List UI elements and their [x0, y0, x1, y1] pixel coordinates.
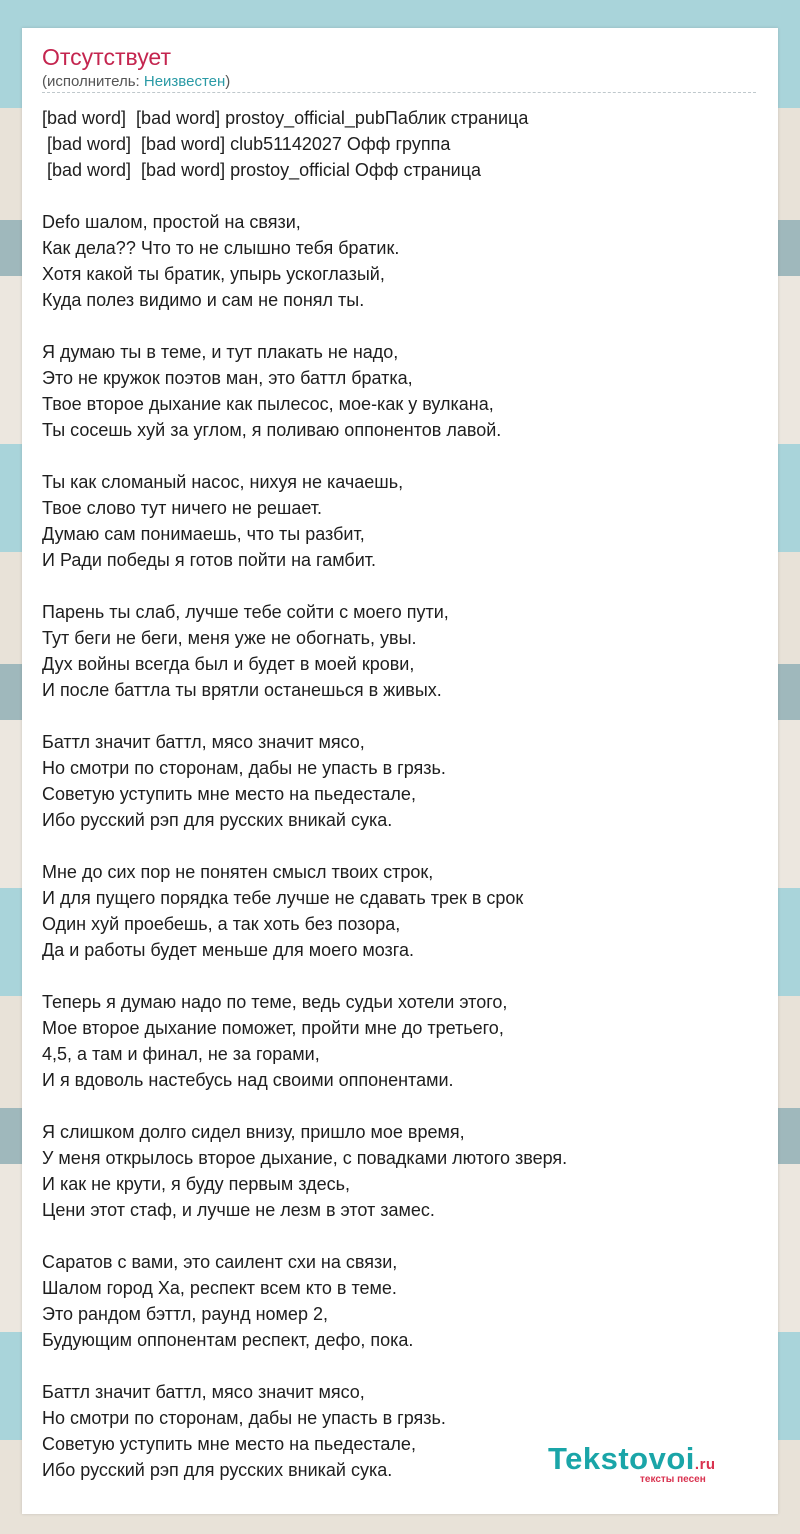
lyrics-line: Цени этот стаф, и лучше не лезм в этот замес.: [42, 1200, 435, 1220]
song-title: Отсутствует: [42, 44, 171, 70]
lyrics-line: Это не кружок поэтов ман, это баттл братка,: [42, 368, 413, 388]
lyrics-line: И Ради победы я готов пойти на гамбит.: [42, 550, 377, 570]
lyrics-line: Один хуй проебешь, а так хоть без позора,: [42, 914, 401, 934]
title-divider: [42, 92, 756, 93]
lyrics-stanza: [42, 729, 752, 833]
artist-line: [42, 72, 230, 92]
lyrics-card: [22, 28, 778, 1514]
lyrics-line: Хотя какой ты братик, упырь ускоглазый,: [42, 264, 385, 284]
lyrics-line: И для пущего порядка тебе лучше не сдавать трек в срок: [42, 888, 524, 908]
lyrics-line: И как не крути, я буду первым здесь,: [42, 1174, 350, 1194]
lyrics-line: Дух войны всегда был и будет в моей крови,: [42, 654, 415, 674]
lyrics-stanza: [42, 599, 752, 703]
lyrics-line: Советую уступить мне место на пьедестале,: [42, 784, 416, 804]
lyrics-line: Парень ты слаб, лучше тебе сойти с моего пути,: [42, 602, 449, 622]
lyrics-line: И я вдоволь настебусь над своими оппонентами.: [42, 1070, 454, 1090]
lyrics-line: Как дела?? Что то не слышно тебя братик.: [42, 238, 400, 258]
lyrics-stanza: [42, 105, 752, 183]
lyrics-stanza: [42, 1249, 752, 1353]
lyrics-line: Ты сосешь хуй за углом, я поливаю оппонентов лавой.: [42, 420, 502, 440]
lyrics-line: Да и работы будет меньше для моего мозга.: [42, 940, 414, 960]
lyrics-line: Саратов с вами, это саилент схи на связи,: [42, 1252, 398, 1272]
lyrics-line: Я слишком долго сидел внизу, пришло мое время,: [42, 1122, 465, 1142]
lyrics-stanza: [42, 469, 752, 573]
lyrics-line: Куда полез видимо и сам не понял ты.: [42, 290, 365, 310]
lyrics-line: [bad word] [bad word] prostoy_official_pubПаблик страница: [42, 108, 529, 128]
lyrics-line: Твое слово тут ничего не решает.: [42, 498, 323, 518]
lyrics-line: Defo шалом, простой на связи,: [42, 212, 301, 232]
lyrics-line: 4,5, а там и финал, не за горами,: [42, 1044, 320, 1064]
lyrics-line: Твое второе дыхание как пылесос, мое-как у вулкана,: [42, 394, 494, 414]
lyrics-line: Советую уступить мне место на пьедестале,: [42, 1434, 416, 1454]
lyrics-line: Думаю сам понимаешь, что ты разбит,: [42, 524, 365, 544]
lyrics-line: Шалом город Ха, респект всем кто в теме.: [42, 1278, 397, 1298]
lyrics-line: Будующим оппонентам респект, дефо, пока.: [42, 1330, 414, 1350]
lyrics-text: [42, 105, 752, 1483]
lyrics-line: Мое второе дыхание поможет, пройти мне до третьего,: [42, 1018, 504, 1038]
lyrics-line: Тут беги не беги, меня уже не обогнать, увы.: [42, 628, 417, 648]
lyrics-line: У меня открылось второе дыхание, с повадками лютого зверя.: [42, 1148, 568, 1168]
lyrics-line: [bad word] [bad word] prostoy_official Офф страница: [42, 160, 482, 180]
lyrics-line: Я думаю ты в теме, и тут плакать не надо,: [42, 342, 399, 362]
site-logo[interactable]: [548, 1442, 758, 1486]
lyrics-stanza: [42, 859, 752, 963]
lyrics-line: Но смотри по сторонам, дабы не упасть в грязь.: [42, 1408, 446, 1428]
lyrics-line: Баттл значит баттл, мясо значит мясо,: [42, 1382, 365, 1402]
lyrics-line: Мне до сих пор не понятен смысл твоих строк,: [42, 862, 434, 882]
lyrics-line: Теперь я думаю надо по теме, ведь судьи хотели этого,: [42, 992, 508, 1012]
lyrics-line: Ибо русский рэп для русских вникай сука.: [42, 810, 393, 830]
lyrics-line: Это рандом бэттл, раунд номер 2,: [42, 1304, 328, 1324]
logo-domain: .ru: [694, 1456, 716, 1473]
artist-prefix: (исполнитель:: [42, 73, 144, 90]
lyrics-line: Ты как сломаный насос, нихуя не качаешь,: [42, 472, 404, 492]
logo-tagline: тексты песен: [640, 1474, 706, 1485]
lyrics-stanza: [42, 209, 752, 313]
artist-suffix: ): [225, 73, 231, 90]
lyrics-line: Ибо русский рэп для русских вникай сука.: [42, 1460, 393, 1480]
lyrics-line: Но смотри по сторонам, дабы не упасть в грязь.: [42, 758, 446, 778]
logo-name: Tekstovoi: [548, 1441, 695, 1476]
lyrics-stanza: [42, 339, 752, 443]
lyrics-line: Баттл значит баттл, мясо значит мясо,: [42, 732, 365, 752]
lyrics-line: И после баттла ты врятли останешься в живых.: [42, 680, 442, 700]
lyrics-line: [bad word] [bad word] club51142027 Офф группа: [42, 134, 451, 154]
lyrics-stanza: [42, 1119, 752, 1223]
lyrics-stanza: [42, 989, 752, 1093]
artist-link[interactable]: Неизвестен: [143, 73, 226, 90]
